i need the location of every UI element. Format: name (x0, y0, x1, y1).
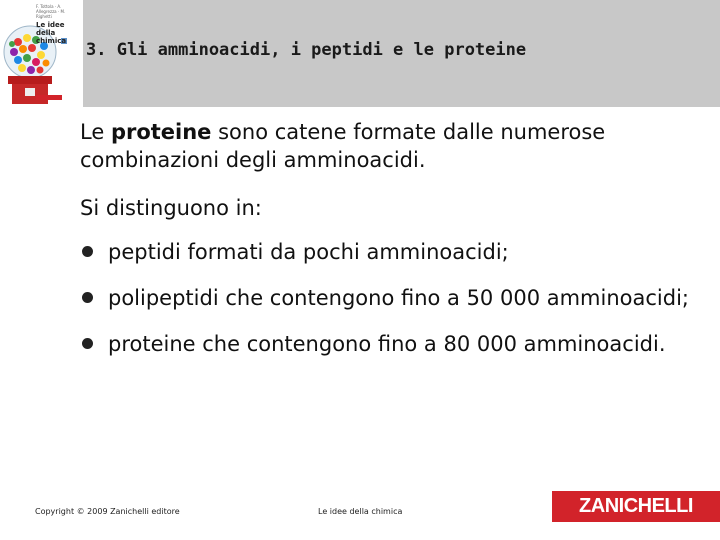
list-item (80, 284, 700, 312)
list-item (80, 238, 700, 266)
intro-rest: sono catene formate dalle numerose combinazioni degli amminoacidi. (80, 120, 606, 172)
bullet-text: polipeptidi che contengono fino a 50 000 amminoacidi; (108, 286, 689, 310)
cover-authors: F. Tottola · A. Allegrezza · M. Righetti (36, 4, 66, 19)
publisher-logo: ZANICHELLI (552, 491, 720, 522)
bullet-icon (82, 292, 93, 303)
cover-title: Le idee della chimica (36, 21, 67, 45)
slide-content (80, 118, 700, 376)
bullet-list (80, 238, 700, 358)
intro-prefix: Le (80, 120, 111, 144)
bullet-text: peptidi formati da pochi amminoacidi; (108, 240, 509, 264)
footer-copyright: Copyright © 2009 Zanichelli editore (35, 507, 180, 516)
bullet-icon (82, 338, 93, 349)
intro-bold-term: proteine (110, 120, 212, 144)
intro-paragraph (80, 118, 700, 174)
slide-title: 3. Gli amminoacidi, i peptidi e le proteine (86, 40, 527, 60)
list-item (80, 330, 700, 358)
footer-book-title: Le idee della chimica (318, 507, 403, 516)
bullet-text: proteine che contengono fino a 80 000 amminoacidi. (108, 332, 666, 356)
book-cover-image (0, 0, 83, 107)
bullet-icon (82, 246, 93, 257)
cover-text (36, 4, 80, 45)
subheading: Si distinguono in: (80, 196, 262, 220)
